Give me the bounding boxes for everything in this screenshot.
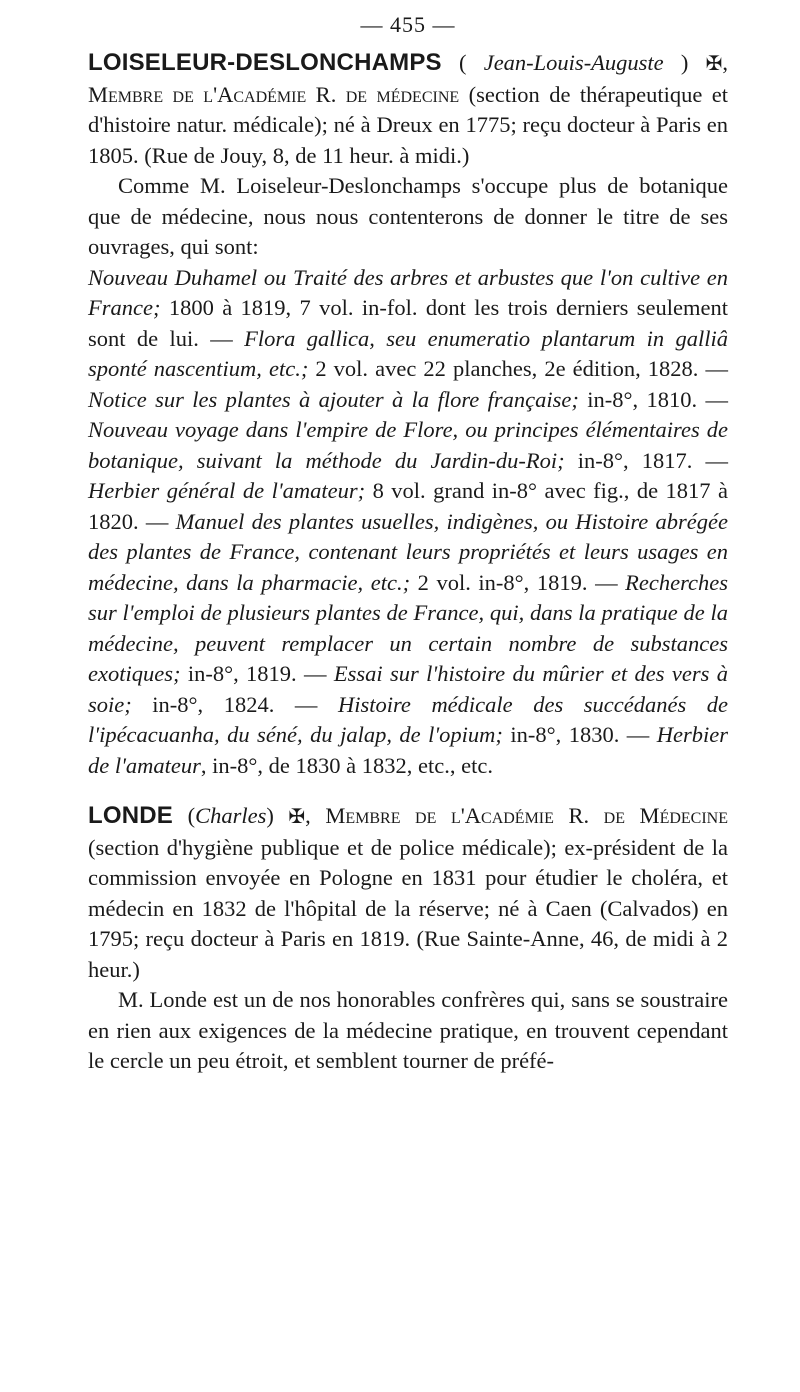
entry-heading: LONDE (Charles) ✠, Membre de l'Académie R. de Médecine (section d'hygiène publique et de police médicale); ex-président de la commission envoyée en Pologne en 1831 pour étudier le choléra, et médecin en 1832 de l'hôpital de la réserve; né à Caen (Calvados) en 1795; reçu docteur à Paris en 1819. (Rue Sainte-Anne, 46, de midi à 2 heur.)	[88, 802, 728, 982]
page-number: — 455 —	[360, 12, 456, 37]
entry-bio: (section de thérapeutique et d'histoire natur. médicale); né à Dreux en 1775; reçu docteur à Paris en 1805. (Rue de Jouy, 8, de 11 heur. à midi.)	[88, 81, 728, 168]
entry-surname: LONDE	[88, 802, 173, 829]
work-title: Herbier de l'amateur	[88, 722, 729, 778]
entry-membership: Membre de l'Académie R. de médecine	[88, 81, 460, 107]
work-details: , in-8°, de 1830 à 1832, etc., etc.	[200, 752, 493, 778]
work-details: in-8°, 1830. —	[502, 722, 650, 747]
work-details: 2 vol. in-8°, 1819. —	[410, 569, 618, 595]
work-details: in-8°, 1817. —	[564, 447, 729, 473]
work-details: in-8°, 1824. —	[131, 691, 318, 717]
entry-loiseleur	[88, 48, 728, 781]
entry-intro: M. Londe est un de nos honorables confrères qui, sans se soustraire en rien aux exigences de la médecine pratique, en trouvent cependant le cercle un peu étroit, et semblent tourner de préfé-	[88, 987, 728, 1073]
work-title: Histoire médicale des succédanés de l'ipécacuanha, du séné, du jalap, de l'opium;	[88, 691, 728, 747]
work-title: Notice sur les plantes à ajouter à la flore française;	[88, 386, 579, 412]
entry-londe	[88, 801, 728, 1077]
entry-heading: LOISELEUR-DESLONCHAMPS ( Jean-Louis-Auguste ) ✠, Membre de l'Académie R. de médecine (section de thérapeutique et d'histoire natur. médicale); né à Dreux en 1775; reçu docteur à Paris en 1805. (Rue de Jouy, 8, de 11 heur. à midi.)	[88, 49, 729, 168]
work-details: 1800 à 1819, 7 vol. in-fol. dont les trois derniers seulement sont de lui. —	[88, 295, 728, 351]
work-title: Herbier général de l'amateur;	[88, 478, 366, 503]
entry-bio: (section d'hygiène publique et de police médicale); ex-président de la commission envoyée en Pologne en 1831 pour étudier le choléra, et médecin en 1832 de l'hôpital de la réserve; né à Caen (Calvados) en 1795; reçu docteur à Paris en 1819. (Rue Sainte-Anne, 46, de midi à 2 heur.)	[88, 834, 728, 982]
work-title: Essai sur l'histoire du mûrier et des vers à soie;	[88, 661, 728, 717]
work-title: Manuel des plantes usuelles, indigènes, ou Histoire abrégée des plantes de France, contenant leurs propriétés et leurs usages en médecine, dans la pharmacie, etc.;	[88, 508, 729, 595]
work-details: in-8°, 1819. —	[180, 661, 327, 686]
work-title: Nouveau voyage dans l'empire de Flore, ou principes élémentaires de botanique, suivant la méthode du Jardin-du-Roi;	[88, 417, 728, 473]
work-title: Nouveau Duhamel ou Traité des arbres et arbustes que l'on cultive en France;	[88, 264, 728, 320]
works-list	[88, 263, 728, 782]
work-details: 2 vol. avec 22 planches, 2e édition, 1828. —	[308, 356, 728, 381]
entry-membership: Membre de l'Académie R. de Médecine	[325, 803, 728, 828]
entry-separator	[88, 781, 728, 801]
work-details: in-8°, 1810. —	[578, 386, 728, 412]
work-title: Flora gallica, seu enumeratio plantarum in galliâ sponté nascentium, etc.;	[88, 325, 729, 381]
legion-cross-icon: ✠	[705, 53, 723, 75]
legion-cross-icon: ✠	[288, 806, 306, 828]
entry-given-names: Jean-Louis-Auguste	[483, 50, 664, 75]
entry-surname: LOISELEUR-DESLONCHAMPS	[88, 49, 442, 76]
entry-given-names: Charles	[195, 803, 267, 828]
work-details: 8 vol. grand in-8° avec fig., de 1817 à 1820. —	[88, 478, 728, 534]
entry-intro: Comme M. Loiseleur-Deslonchamps s'occupe plus de botanique que de médecine, nous nous contenterons de donner le titre de ses ouvrages, qui sont:	[88, 173, 728, 259]
work-title: Recherches sur l'emploi de plusieurs plantes de France, qui, dans la pratique de la médecine, peuvent remplacer un certain nombre de substances exotiques;	[88, 569, 729, 686]
